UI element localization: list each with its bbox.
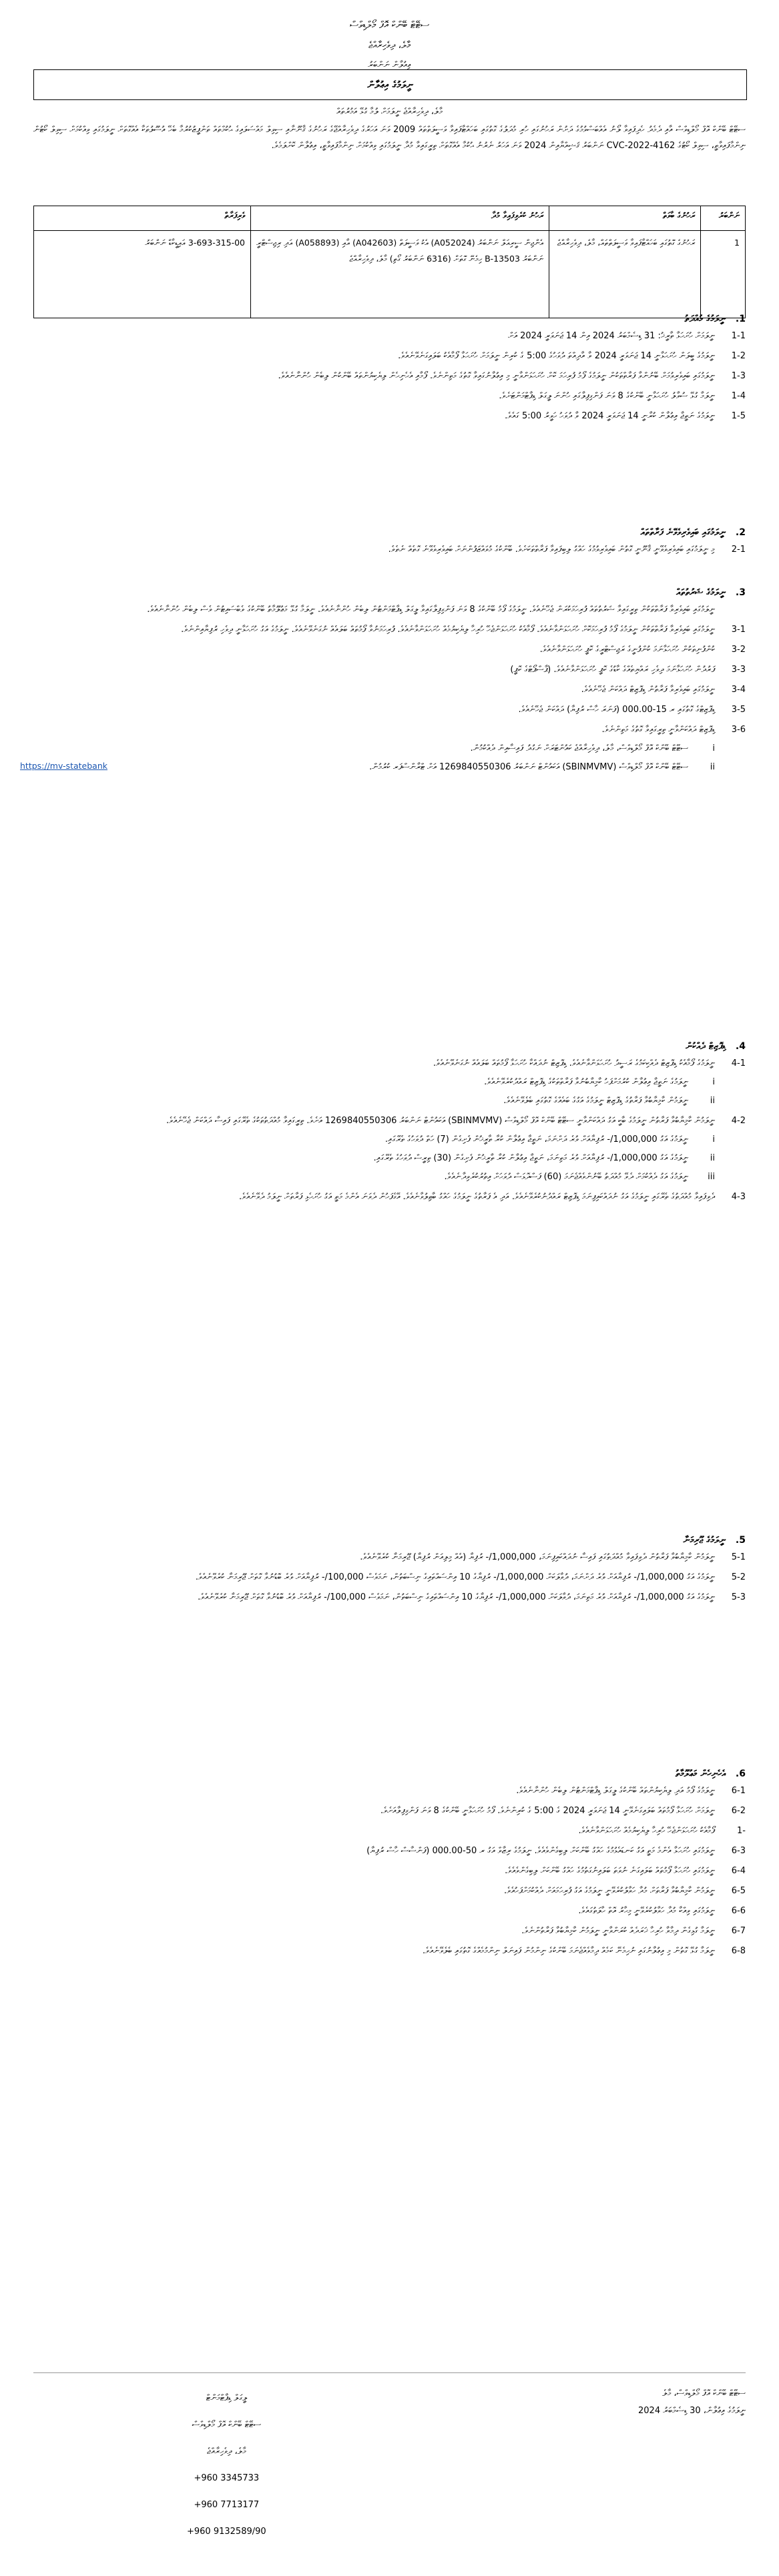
item-text: ދެވިފައިވާ މުއްދަތުގެ ތެރޭގައި ނީލަމުގެ އަގު ނުދައްކައިފިނަމަ ޑިޕޮޒިޓް ރައްދުނުކުރެވޭނެއެވެ. އަދި އެ ފަރާތުގެ ނީލަމުގެ ހައްގު ބާޠިލުވާނެއެވެ. އޭގެފަހުން ދެވަނަ އެންމެ މަތީ އަގު ހުށަހެޅި ފަރާތަށް ނީލަމު ދެވޭނެއެވެ. xyxy=(239,1192,715,1202)
list-item xyxy=(33,1863,746,1879)
item-number: 6-7 xyxy=(731,1926,746,1936)
notice-title: ނީލަމުގެ އިޢުލާން xyxy=(367,79,413,91)
item-text: ނީލަމުގައި ބައިވެރިވާ ފަރާތުން ޑިޕޮޒިޓް ދައްކަން ޖެހޭނެއެވެ. xyxy=(581,685,715,695)
list-item xyxy=(33,1843,746,1859)
sub-item-number: i xyxy=(712,1077,715,1087)
assets-table xyxy=(33,206,746,318)
list-item xyxy=(33,722,746,738)
list-item xyxy=(33,1783,746,1799)
sub-item-number: ii xyxy=(710,762,715,772)
contact-department: ލީގަލް ޑިޕާޓްމަންޓް xyxy=(206,2393,247,2403)
list-item xyxy=(33,1056,746,1072)
list-item xyxy=(33,542,746,558)
sub-item-text: ނީލަމުގެ އަގު 1,000,000/- ރުފިޔާއަށް ވުރެ ދަށްނަމަ، ނަތީޖާ އިޢުލާން ކުރާ ތާރީޚުން ފެށިގެން (7) ހަތް ދުވަހުގެ ތެރޭގައި. xyxy=(384,1135,688,1145)
list-item xyxy=(33,368,746,384)
footer-issuer: ސޓޭޓް ބޭންކް އޮފް މޯލްޑިވްސް، މާލެ xyxy=(662,2388,746,2398)
contact-phone: +960 9132589/90 xyxy=(187,2527,266,2537)
item-number: 1-2 xyxy=(731,351,746,361)
item-number: 2-1 xyxy=(731,545,746,555)
column-header: ވެރިފަރާތް xyxy=(34,206,251,231)
item-number: 1-3 xyxy=(731,371,746,381)
list-item xyxy=(33,408,746,424)
list-item xyxy=(33,1923,746,1939)
section-title xyxy=(33,314,746,324)
item-number: 1-1 xyxy=(731,331,746,341)
column-header: ރަހުނުގެ ބާވަތް xyxy=(549,206,701,231)
sub-item xyxy=(33,1074,715,1090)
item-number: 6-2 xyxy=(731,1806,746,1816)
section-title xyxy=(33,1041,746,1052)
list-item xyxy=(33,662,746,678)
section-3 xyxy=(33,587,746,775)
section-heading: ނީލަމުގެ ޖޫރިމަނާ xyxy=(683,1535,726,1546)
cell-type: ރަހުނުގެ ގޮތުގައި ބަހައްޓާފައިވާ ވަސީލަތްތައް، މާލެ، ދިވެހިރާއްޖެ xyxy=(549,231,701,318)
sub-item-number: i xyxy=(712,743,715,753)
item-text: ނީލަމުގެ އަގު 1,000,000/- ރުފިޔާއަށް ވުރެ ދަށްނަމަ، ދުވާލަކަށް 1,000,000/- ރުފިޔާގެ 10 އިންސައްތައިގެ ނިސްބަތުން، ނަމަވެސް 100,000/- ރުފިޔާއަށް ވުރެ ބޮޑުނުވާ ގޮތަށް ޖޫރިމަނާ ކުރެވޭނެއެވެ. xyxy=(195,1572,715,1582)
contact-phone: +960 3345733 xyxy=(194,2473,260,2483)
section-number: 2. xyxy=(735,527,746,538)
item-text: ނީލަމުގެ ފޯމު އަދި ލިޔެކިޔުންތައް ބޭންކުގެ ލީގަލް ޑިޕާޓްމަންޓުން ލިބެން ހުންނާނެއެވެ. xyxy=(516,1786,715,1796)
item-text: ނީލަމުގެ ނަތީޖާ އިޢުލާން ކުރާނީ 14 ޖަނަވަރީ 2024 ވާ ދުވަހު ހަވީރު 5:00 ގައެވެ. xyxy=(505,411,715,421)
section-heading: ނީލަމުގެ ޝަރުތުތައް xyxy=(676,587,726,598)
item-number: 3-4 xyxy=(731,685,746,695)
item-text: ޑިޕޮޒިޓްގެ ގޮތުގައި ރ 15-000.00 (ފަނަރަ ހާސް ރުފިޔާ) ދައްކަން ޖެހޭނެއެވެ. xyxy=(518,705,715,715)
cell-number: 1 xyxy=(701,231,746,318)
item-number: 5-1 xyxy=(731,1552,746,1562)
list-item xyxy=(33,1550,746,1566)
section-title xyxy=(33,587,746,598)
item-text: ނީލަމުން ކާމިޔާބުވާ ފަރާތުން ނީލަމުގެ ބާކީ އަގު ދައްކަންވާނީ ސޓޭޓް ބޭންކް އޮފް މޯލްޑިވްސް (SBINMVMV) އަކައުންޓް ނަންބަރު 1269840550306 އަށެވެ. ތިރީގައިވާ މުއްދަތުތަކުގެ ތެރޭގައި ފައިސާ ދައްކަން ޖެހޭނެއެވެ. xyxy=(166,1116,715,1126)
notice-number-label: ޢިއުލާން ނަންބަރު xyxy=(368,60,411,70)
sub-item xyxy=(33,1132,715,1148)
item-number: 3-3 xyxy=(731,665,746,675)
section-number: 3. xyxy=(735,587,746,598)
list-item xyxy=(33,702,746,718)
section-6 xyxy=(33,1768,746,1963)
footer-contact xyxy=(187,2385,266,2545)
item-number: 4-1 xyxy=(731,1058,746,1068)
item-number: 5-3 xyxy=(731,1592,746,1602)
list-item xyxy=(33,1903,746,1919)
sub-item-number: iii xyxy=(708,1172,715,1182)
sub-item xyxy=(33,741,715,757)
sub-item xyxy=(33,759,715,775)
item-number: -1 xyxy=(737,1826,746,1836)
item-number: 6-8 xyxy=(731,1946,746,1956)
issuer-location: މާލެ، ދިވެހިރާއްޖެ xyxy=(368,40,411,51)
section-intro xyxy=(33,602,746,618)
item-number: 3-5 xyxy=(731,705,746,715)
section-title xyxy=(33,527,746,538)
section-title xyxy=(33,1768,746,1779)
list-item xyxy=(33,682,746,698)
item-number: 3-1 xyxy=(731,625,746,635)
sub-item-text: ނީލަމުގެ އަގު 1,000,000/- ރުފިޔާއަށް ވުރެ މަތިނަމަ، ނަތީޖާ އިޢުލާން ކުރާ ތާރީޚުން ފެށިގެން (30) ތިރީސް ދުވަހުގެ ތެރޭގައި. xyxy=(373,1153,688,1163)
item-text: ނީލަމާ ގުޅިގެން ދިމާވާ ހުރިހާ ޚަރަދެއް ކުރަންވާނީ ނީލަމުން ކާމިޔާބުވާ ފަރާތުންނެވެ. xyxy=(521,1926,715,1936)
item-text: ނީލަމުން ކާމިޔާބުވާ ފަރާތުން ދެވިފައިވާ މުއްދަތުގައި ފައިސާ ނުދައްކައިފިނަމަ، 1,000,000/- ރުފިޔާ (އެއް މިލިއަން ރުފިޔާ) ޖޫރިމަނާ ކުރެވޭނެއެވެ. xyxy=(360,1552,715,1562)
section-5 xyxy=(33,1535,746,1606)
section-intro-text: ނީލަމުގައި ބައިވެރިވާ ފަރާތްތަކުން ތިރީގައިވާ ޝަރުތުތައް ފުރިހަމަކުރަން ޖެހޭނެއެވެ. ނީލަމުގެ ފޯމު ބޭންކުގެ 8 ވަނަ ފަންގިފިލާގައިވާ ލީގަލް ޑިޕާޓްމަންޓުން ލިބެން ހުންނާނެއެވެ. ނީލަމާ ގުޅޭ މަޢުލޫމާތު ބޭންކުގެ ވެބްސައިޓުން ވެސް ލިބެން ހުންނާނެއެވެ. xyxy=(147,605,715,615)
item-text: ނީލަމާ ގުޅޭ ގޮތުން މި އިޢުލާނުގައި ނުހިމެނޭ ކަމެއް ދިމާވެއްޖެނަމަ ބޭންކުގެ ނިންމުން ފައިނަލް ނިންމުމެއްގެ ގޮތުގައި ބެލެވޭނެއެވެ. xyxy=(423,1946,715,1956)
item-text: ނީލަމުގެ ފޯމާއެކު ޑިޕޮޒިޓް ދެއްކިކަމުގެ ރަސީދު ހުށަހަޅަންވާނެއެވެ. ޑިޕޮޒިޓް ނުދައްކާ ހުށަހަޅާ ފޯމުތައް ބަލައެއް ނުގަނެވޭނެއެވެ. xyxy=(433,1058,715,1068)
section-2 xyxy=(33,527,746,558)
notice-title-box xyxy=(33,69,747,100)
intro-paragraph: ސޓޭޓް ބޭންކް އޮފް މޯލްޑިވްސް އާއި ދެމެދު ހެދިފައިވާ ލޯނު އެއްބަސްވުމުގެ ދަށުން ރަހުނުގައި ހުރި މުދަލުގެ ގޮތުގައި ބަހައްޓާފައިވާ ވަސީލަތްތައް 2009 ވަނަ އަހަރުގެ ދިވެހިރާއްޖޭގެ ރަހުނުގެ ޤާނޫނާއި ސިވިލް މައްސަލައިގެ ޙުކުމްތައް ތަންފީޒުކުރުމާ ބެހޭ އުސޫލުތަކާ އެއްގޮތަށް ނީލަމުގައި ވިއްކުމަށް ސިވިލް ކޯޓުން ނިންމާފައިވާތީ، ސިވިލް ކޯޓުގެ 4162-CVC-2022 ނަންބަރު ޤަޟިއްޔާއިން 2024 ވަނަ އަހަރު ނެރުނު ޙުކުމާ އެއްގޮތަށް ތިރީގައިވާ މުދާ ނީލަމުގައި ވިއްކުމަށް ނިންމާފައިވާތީ، އިޢުލާން ކޮށްލަމެވެ. xyxy=(33,125,746,151)
item-text: ނީލަމުގައި ވިއްކާ މުދާ ހަވާލުކުރެވޭނީ މިހާރު އޮތް ހާލަތުގައެވެ. xyxy=(578,1906,715,1916)
item-text: ޑިޕޮޒިޓް ދައްކަންވާނީ ތިރީގައިވާ ގޮތުގެ މަތިންނެވެ. xyxy=(601,725,715,735)
item-number: 1-4 xyxy=(731,391,746,401)
list-item xyxy=(33,622,746,638)
column-header: ރަހުނު ކުރެވިފައިވާ މުދާ xyxy=(251,206,549,231)
section-heading: ނީލަމުގެ މުއްދަތު xyxy=(684,314,726,324)
section-number: 4. xyxy=(735,1041,746,1052)
sub-item-text: ސޓޭޓް ބޭންކް އޮފް މޯލްޑިވްސް (SBINMVMV) އަކައުންޓް ނަންބަރު 1269840550306 އަށް ޓްރާންސްފަރ ކުރުމުން. xyxy=(369,762,688,772)
sub-item-text: ސޓޭޓް ބޭންކް އޮފް މޯލްޑިވްސް، މާލެ، ދިވެހިރާއްޖެ ކައުންޓަރަށް ނަގުދު ފައިސާއިން ދެއްކުމުން. xyxy=(470,743,688,753)
section-4 xyxy=(33,1041,746,1205)
item-text: ނީލަމުގައި ބައިވެރިވާ ފަރާތްތަކުން ނީލަމުގެ ފޯމު ފުރިހަމަކޮށް ހުށަހަޅަންވާނެއެވެ. ފޯމާއެކު ހުށަހަޅަންޖެހޭ ހުރިހާ ލިޔެކިޔުމެއް ހުށަހަޅަންވާނެއެވެ. ފުރިހަމަނުވާ ފޯމުތައް ބަލައެއް ނުގަނެވޭނެއެވެ. ނީލަމުގެ އަގު ހުށަހަޅާނީ ދިވެހި ރުފިޔާއިންނެވެ. xyxy=(181,625,715,635)
sub-item-text: ނީލަމުގެ ނަތީޖާ އިޢުލާން ކުރުމަށްފަހު ކާމިޔާބުނުވާ ފަރާތްތަކުގެ ޑިޕޮޒިޓް ރައްދުކުރެވޭނެއެވެ. xyxy=(484,1077,688,1087)
item-number: 1-5 xyxy=(731,411,746,421)
list-item xyxy=(33,388,746,404)
sub-item xyxy=(33,1093,715,1109)
column-header: ނަންބަރު xyxy=(701,206,746,231)
item-number: 4-3 xyxy=(731,1192,746,1202)
sub-item-number: ii xyxy=(710,1096,715,1106)
table-row xyxy=(34,231,746,318)
sub-item-text: ނީލަމުގެ އަގު ދެއްކުމަށް ދެވޭ މުއްދަތު ބޭނުންވެއްޖެނަމަ (60) ފަސްދޮޅަސް ދުވަހަށް އިތުރުކުރެވިދާނެއެވެ. xyxy=(444,1172,688,1182)
sub-item-number: i xyxy=(712,1135,715,1145)
contact-phone: +960 7713177 xyxy=(194,2500,260,2510)
section-heading: އެހެނިހެން މަޢުލޫމާތު xyxy=(675,1768,726,1779)
document-header xyxy=(0,0,779,70)
contact-bank-name: ސޓޭޓް ބޭންކް އޮފް މޯލްޑިވްސް xyxy=(192,2420,262,2430)
item-number: 6-5 xyxy=(731,1886,746,1896)
section-number: 6. xyxy=(735,1768,746,1779)
footer-issue-info xyxy=(638,2385,746,2420)
item-text: ނީލަމުގައި ބައިވެރިވުމަށް ބޭނުންވާ ފަރާތްތަކުން ނީލަމުގެ ފޯމު ފުރިހަމަ ކޮށް ހުށަހަޅަންވާނީ މި އިޢުލާނުގައިވާ ގޮތުގެ މަތިންނެވެ. ފޯމާއި އެހެނިހެން ލިޔެކިޔުންތައް ބޭންކުން ލިބެން ހުންނާނެއެވެ. xyxy=(278,371,715,381)
item-text: ފޯމާއެކު ހުށަހަޅަންޖެހޭ ހުރިހާ ލިޔެކިޔުމެއް ހުށަހަޅަންވާނެއެވެ. xyxy=(578,1826,715,1836)
item-number: 3-6 xyxy=(731,725,746,735)
item-text: ނީލަމަށް ހުށަހަޅާ ތާރީޚު: 31 ޑިސެމްބަރު 2024 އިން 14 ޖަނަވަރީ 2024 އަށް xyxy=(508,331,715,341)
item-text: ނީލަމުގެ ބީލަން ހުށަހަޅާނީ 14 ޖަނަވަރީ 2024 ވާ އާދިއްތަ ދުވަހުގެ 5:00 ގެ ކުރިން ނީލަމަށް ހުށަހަޅާ ފޯމާއެކު ބަލައިގަނެވޭނެއެވެ. xyxy=(398,351,715,361)
reference-line: މާލެ، ދިވެހިރާއްޖެ ނީލަމަށް ލުމާ ގުޅޭ އަމުރުތައް xyxy=(336,107,443,117)
item-number: 3-2 xyxy=(731,645,746,655)
list-item xyxy=(33,1113,746,1129)
item-text: ނީލަމުގައި ހުށަހަޅާ އެންމެ މަތީ އަގު ކަނޑައެޅުމުގެ ހައްގު ބޭންކަށް ލިބިގެންވެއެވެ. ނީލަމުގެ ރިޒާވް އަގު ރ 50-000.00 (ފަންސާސް ހާސް ރުފިޔާ) xyxy=(366,1846,715,1856)
item-number: 5-2 xyxy=(731,1572,746,1582)
item-number: 4-2 xyxy=(731,1116,746,1126)
sub-item xyxy=(33,1169,715,1185)
list-item xyxy=(33,642,746,658)
sub-item-number: ii xyxy=(710,1153,715,1163)
list-item xyxy=(33,1189,746,1205)
contact-location: މާލެ، ދިވެހިރާއްޖެ xyxy=(207,2447,246,2457)
section-heading: ޑިޕޮޒިޓް ދެއްކުން xyxy=(686,1041,726,1052)
footer-divider xyxy=(33,2372,746,2373)
sub-item xyxy=(33,1151,715,1167)
list-item xyxy=(33,1590,746,1606)
item-number: 6-4 xyxy=(731,1866,746,1876)
item-text: ނީލަމުން ކާމިޔާބުވާ ފަރާތަށް މުދާ ހަވާލުކުރެވޭނީ ނީލަމުގެ އަގު ފުރިހަމައަށް ދެއްކުމަށްފަހުއެވެ. xyxy=(503,1886,715,1896)
item-text: ފަރުދުން ހުށަހަޅާނަމަ ދިވެހި ރައްޔިތެއްގެ ކާޑުގެ ކޮޕީ ހުށަހަޅަންވާނެއެވެ. (ޕާސްޕޯޓްގެ ކޮޕީ) xyxy=(510,665,715,675)
cell-asset: އެންޖިން ސީރިއަލް ނަންބަރު (A052024) އެކު ވަސީލަތް (A042603) އާއި (A058893) އަދި ރިޖިސްޓްރީ ނަންބަރު B-13503 ހިމެނޭ ގޮތަށް (6316 ނަންބަރު ގޯތި) މާލެ، ދިވެހިރާއްޖެ xyxy=(251,231,549,318)
list-item xyxy=(33,328,746,344)
item-number: 6-3 xyxy=(731,1846,746,1856)
item-text: ނީލަމުގައި ހުށަހަޅާ ފޯމުތައް ބަލައިގަނެ ނުވަތަ ބަލައިނުގަތުމުގެ ހައްގު ބޭންކަށް ލިބިގެންވެއެވެ. xyxy=(505,1866,715,1876)
list-item xyxy=(33,1823,746,1839)
item-number: 6-1 xyxy=(731,1786,746,1796)
item-text: ކުންފުނިތަކުން ހުށަހަޅާނަމަ ކުންފުނީގެ ރަޖިސްޓްރީގެ ކޮޕީ ހުށަހަޅަންވާނެއެވެ. xyxy=(539,645,715,655)
section-title xyxy=(33,1535,746,1546)
item-text: ނީލަމުގެ އަގު 1,000,000/- ރުފިޔާއަށް ވުރެ މަތިނަމަ، ދުވާލަކަށް 1,000,000/- ރުފިޔާގެ 10 އިންސައްތައިގެ ނިސްބަތުން، ނަމަވެސް 100,000/- ރުފިޔާއަށް ވުރެ ބޮޑުނުވާ ގޮތަށް ޖޫރިމަނާ ކުރެވޭނެއެވެ. xyxy=(198,1592,715,1602)
item-text: މި ނީލަމުގައި ބައިވެރިވެވޭނީ ޤާނޫނީ ގޮތުން ބައިވެރިވުމުގެ ހައްގު ލިބިފައިވާ ފަރާތްތަކަށެވެ. ބޭންކުގެ މުވައްޒަފުންނަށް ބައިވެރިވެވޭނެ ގޮތެއް ނެތެވެ. xyxy=(388,545,715,555)
list-item xyxy=(33,1803,746,1819)
cell-owner: 3-693-315-00 އައިޑީކާޑް ނަންބަރު xyxy=(34,231,251,318)
item-text: ނީލަމަށް ހުށަހަޅާ ފޯމުތައް ބަލައިގަނެވޭނީ 14 ޖަނަވަރީ 2024 ގެ 5:00 ގެ ކުރިންނެވެ. ފޯމު ހުށަހަޅާނީ ބޭންކުގެ 8 ވަނަ ފަންގިފިލާއަށެވެ. xyxy=(380,1806,715,1816)
sub-item-text: ނީލަމުން ކާމިޔާބުވާ ފަރާތުގެ ޑިޕޮޒިޓް ނީލަމުގެ އަގުގެ ބައެއްގެ ގޮތުގައި ބެލެވޭނެއެވެ. xyxy=(503,1096,688,1106)
section-heading: ނީލަމުގައި ބައިވެރިވެވޭނެ ފަރާތްތައް xyxy=(640,527,726,538)
list-item xyxy=(33,348,746,364)
list-item xyxy=(33,1883,746,1899)
statebank-website-link[interactable]: https://mv-statebank xyxy=(20,761,107,771)
section-number: 5. xyxy=(735,1535,746,1546)
item-number: 6-6 xyxy=(731,1906,746,1916)
table-header-row xyxy=(34,206,746,231)
section-1 xyxy=(33,314,746,424)
issuer-name: ސޓޭޓް ބޭންކް އޮފް މޯލްޑިވްސް xyxy=(349,19,430,31)
item-text: ނީލަމާ ގުޅޭ ސުވާލު ހުށަހަޅާނީ ބޭންކުގެ 8 ވަނަ ފަންގިފިލާގައި ހުންނަ ލީގަލް ޑިޕާޓްމަންޓަށެވެ. xyxy=(499,391,715,401)
list-item xyxy=(33,1570,746,1586)
list-item xyxy=(33,1943,746,1959)
section-number: 1. xyxy=(735,314,746,324)
footer-date: ނީލަމުގެ އިޢުލާން، 30 ޑިސެމްބަރު 2024 xyxy=(638,2406,746,2416)
